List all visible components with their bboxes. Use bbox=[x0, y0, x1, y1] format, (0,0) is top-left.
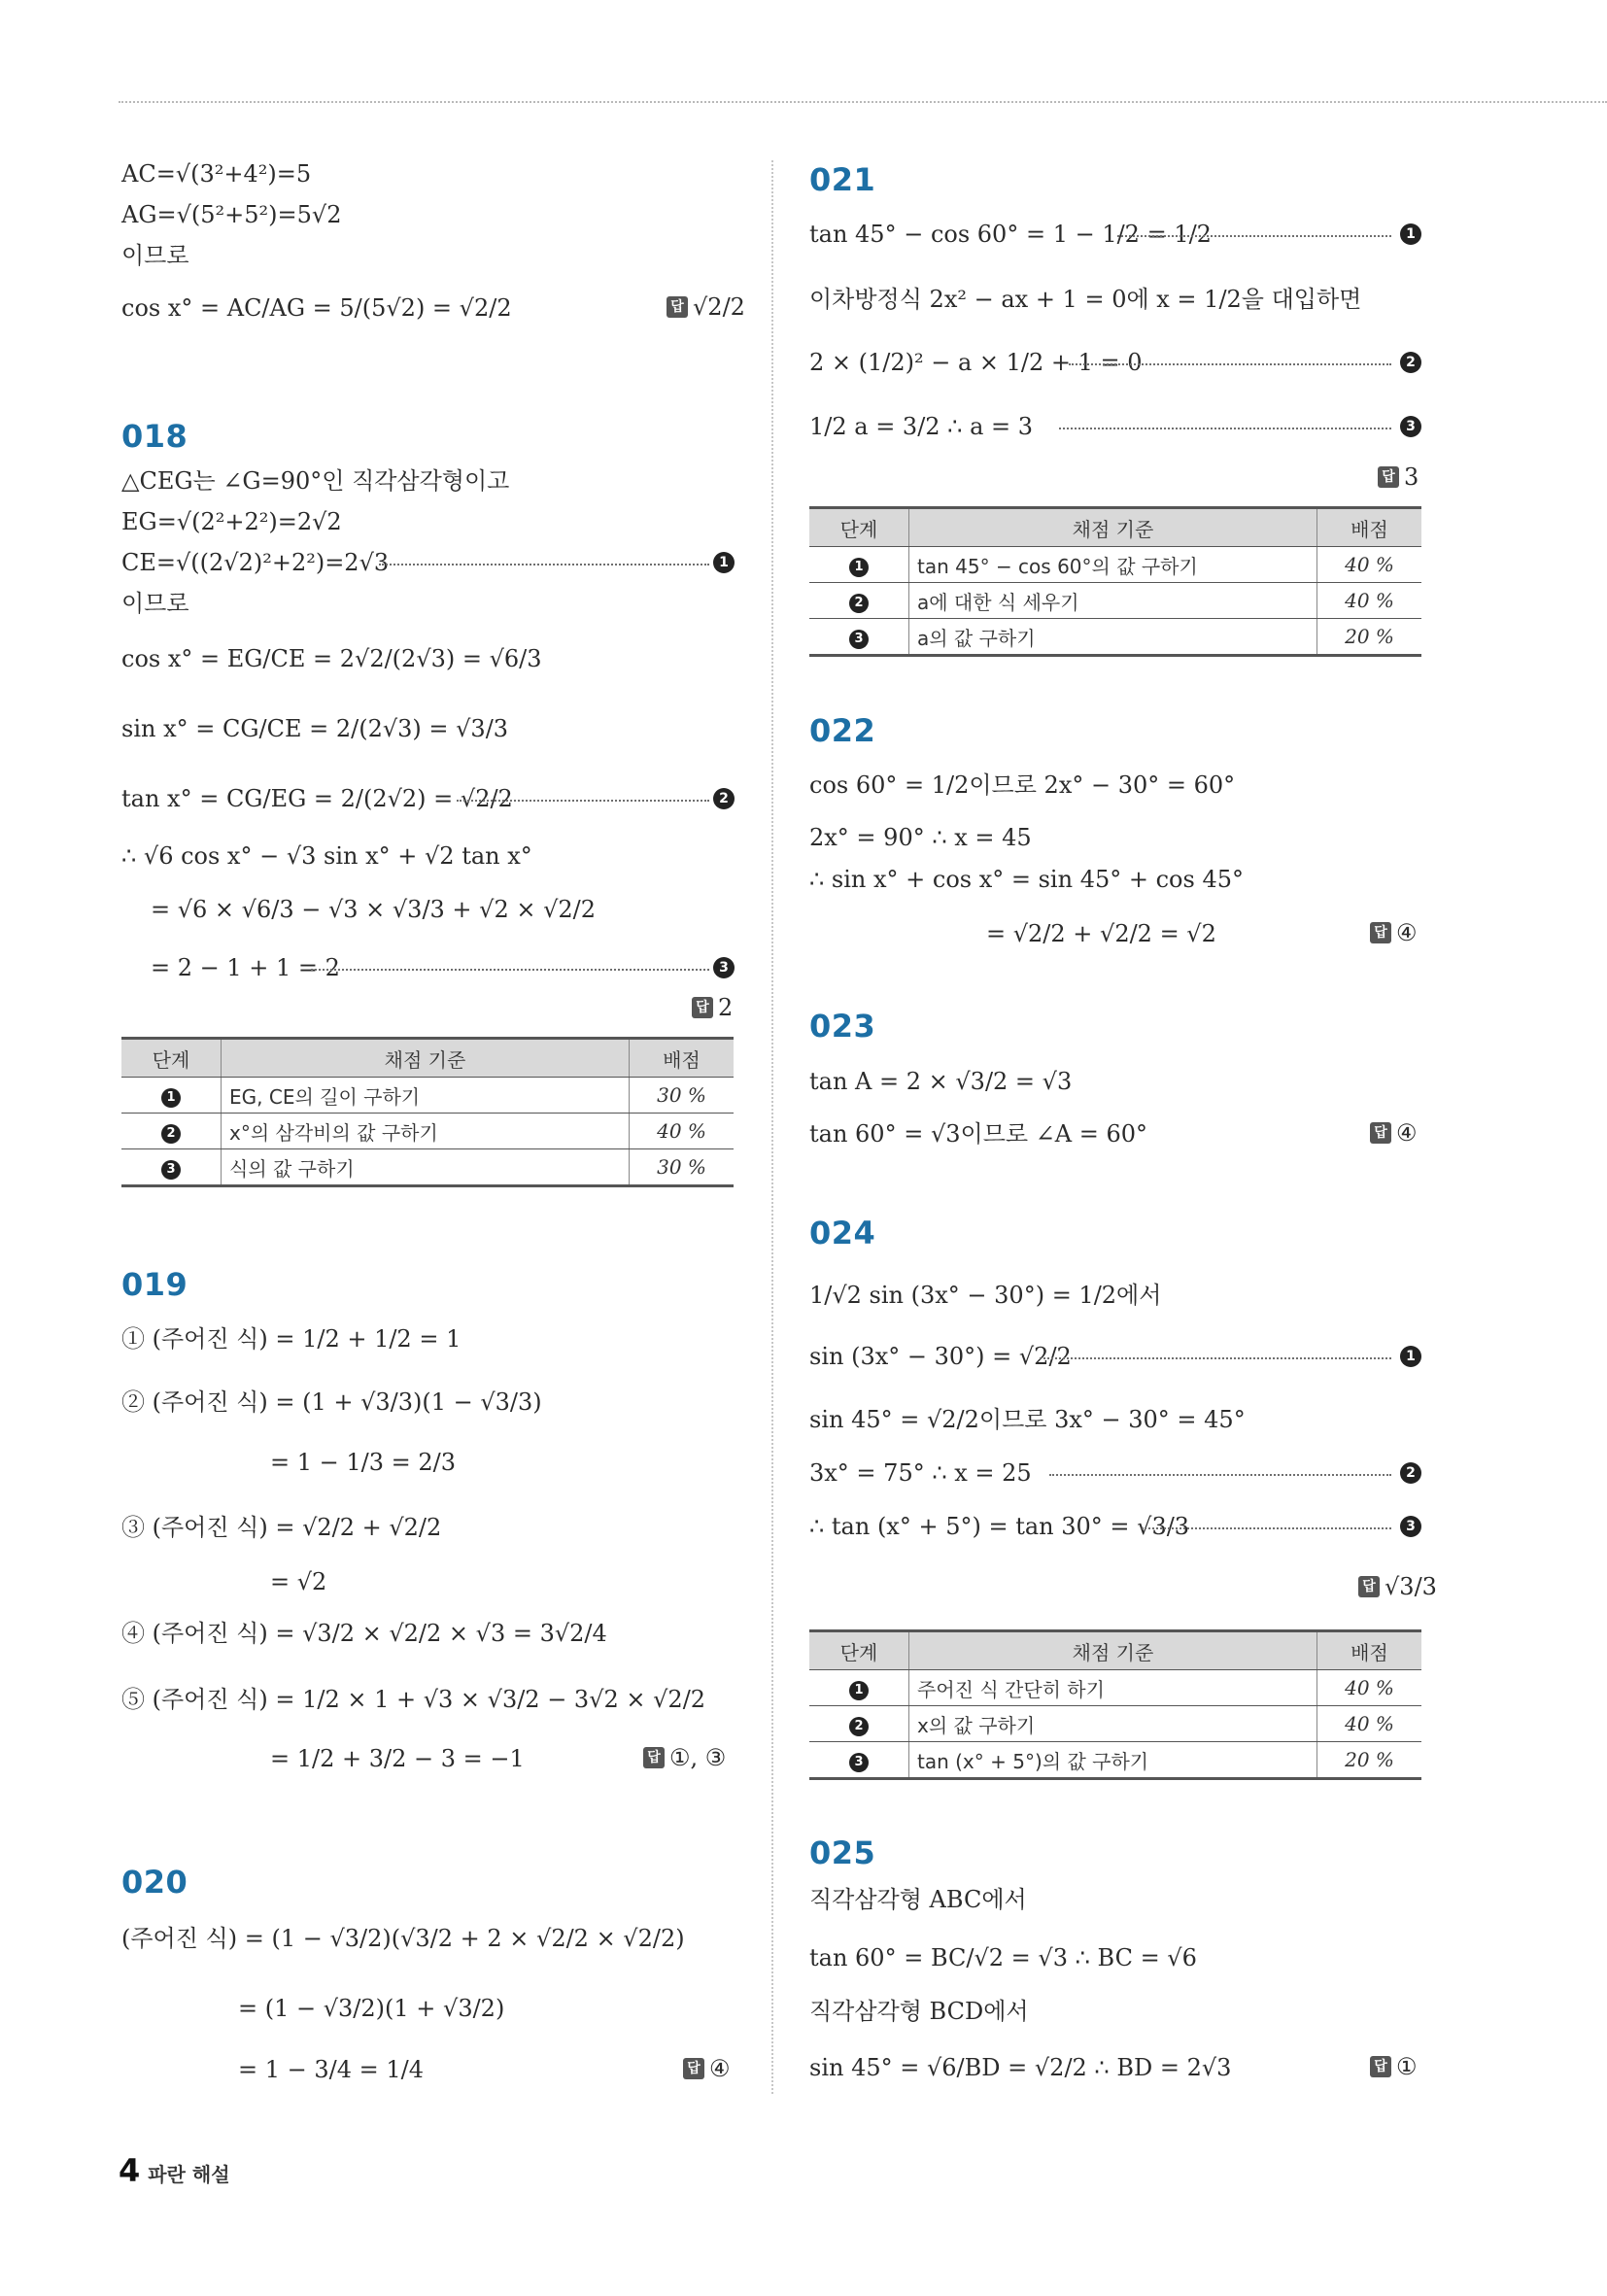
table-cell: 2 bbox=[809, 1706, 909, 1742]
answer-value: ④ bbox=[709, 2055, 731, 2082]
scoring-table bbox=[809, 506, 1421, 657]
table-header: 채점 기준 bbox=[909, 508, 1317, 547]
math-line: cos x° = AC/AG = 5/(5√2) = √2/2 bbox=[121, 294, 512, 322]
math-line: sin 45° = √6/BD = √2/2 ∴ BD = 2√3 bbox=[809, 2054, 1232, 2081]
table-cell: 1 bbox=[809, 547, 909, 583]
table-cell: 30 % bbox=[630, 1078, 735, 1114]
question-number: 025 bbox=[809, 1834, 876, 1871]
math-line: 직각삼각형 ABC에서 bbox=[809, 1886, 1027, 1913]
answer-mark bbox=[643, 1742, 726, 1773]
math-line: sin 45° = √2/2이므로 3x° − 30° = 45° bbox=[809, 1406, 1246, 1433]
math-line: tan x° = CG/EG = 2/(2√2) = √2/2 bbox=[121, 785, 513, 812]
math-line: 2x° = 90° ∴ x = 45 bbox=[809, 824, 1032, 851]
table-header: 단계 bbox=[809, 508, 909, 547]
table-header: 배점 bbox=[1317, 1631, 1422, 1670]
answer-icon: 답 bbox=[643, 1747, 665, 1768]
table-row bbox=[809, 547, 1421, 583]
scoring-table bbox=[809, 1629, 1421, 1780]
step-mark-2: 2 bbox=[713, 788, 735, 809]
math-line: = √2 bbox=[270, 1568, 327, 1595]
answer-mark bbox=[1370, 1117, 1418, 1148]
math-line: = (1 − √3/2)(1 + √3/2) bbox=[238, 1995, 505, 2022]
table-header: 단계 bbox=[809, 1631, 909, 1670]
table-row bbox=[809, 583, 1421, 619]
math-line: AC=√(3²+4²)=5 bbox=[121, 160, 312, 188]
math-line: △CEG는 ∠G=90°인 직각삼각형이고 bbox=[121, 467, 510, 495]
table-cell: x°의 삼각비의 값 구하기 bbox=[222, 1114, 630, 1149]
math-line: 직각삼각형 BCD에서 bbox=[809, 1998, 1029, 2025]
answer-mark bbox=[667, 291, 745, 323]
answer-value: ①, ③ bbox=[669, 1744, 727, 1771]
answer-icon: 답 bbox=[1378, 466, 1399, 488]
table-header: 배점 bbox=[630, 1039, 735, 1078]
leader-line bbox=[379, 564, 709, 565]
step-mark-1: 1 bbox=[713, 552, 735, 573]
leader-line bbox=[1069, 363, 1391, 365]
table-cell: 40 % bbox=[1317, 1706, 1422, 1742]
table-row bbox=[809, 1670, 1421, 1706]
math-line: tan 60° = BC/√2 = √3 ∴ BC = √6 bbox=[809, 1944, 1197, 1971]
table-cell: 2 bbox=[809, 583, 909, 619]
table-row bbox=[809, 1706, 1421, 1742]
leader-line bbox=[311, 969, 709, 971]
table-cell: 주어진 식 간단히 하기 bbox=[909, 1670, 1317, 1706]
step-mark-3: 3 bbox=[1400, 1516, 1421, 1537]
math-line: 이므로 bbox=[121, 590, 189, 617]
leader-line bbox=[1059, 428, 1391, 429]
question-number: 024 bbox=[809, 1215, 876, 1251]
math-line: cos x° = EG/CE = 2√2/(2√3) = √6/3 bbox=[121, 645, 542, 672]
table-cell: EG, CE의 길이 구하기 bbox=[222, 1078, 630, 1114]
answer-value: 2 bbox=[718, 994, 734, 1021]
step-mark-3: 3 bbox=[1400, 416, 1421, 437]
table-cell: 40 % bbox=[1317, 583, 1422, 619]
math-line: = √6 × √6/3 − √3 × √3/3 + √2 × √2/2 bbox=[151, 896, 597, 923]
math-line: tan 60° = √3이므로 ∠A = 60° bbox=[809, 1120, 1148, 1148]
table-header: 채점 기준 bbox=[222, 1039, 630, 1078]
math-line: tan A = 2 × √3/2 = √3 bbox=[809, 1068, 1073, 1095]
answer-value: ④ bbox=[1396, 1119, 1418, 1147]
step-mark-2: 2 bbox=[1400, 352, 1421, 373]
math-line: ∴ sin x° + cos x° = sin 45° + cos 45° bbox=[809, 866, 1244, 893]
math-line: ② (주어진 식) = (1 + √3/3)(1 − √3/3) bbox=[121, 1388, 542, 1416]
answer-icon: 답 bbox=[1370, 2056, 1391, 2077]
answer-mark bbox=[1378, 462, 1419, 493]
answer-mark bbox=[1358, 1571, 1437, 1602]
column-divider bbox=[771, 160, 773, 2094]
answer-icon: 답 bbox=[683, 2058, 704, 2079]
question-number: 021 bbox=[809, 161, 876, 198]
table-header: 단계 bbox=[121, 1039, 222, 1078]
table-cell: 1 bbox=[809, 1670, 909, 1706]
answer-value: 3 bbox=[1404, 463, 1419, 491]
math-line: 이차방정식 2x² − ax + 1 = 0에 x = 1/2을 대입하면 bbox=[809, 286, 1362, 313]
table-header: 배점 bbox=[1317, 508, 1422, 547]
table-header: 채점 기준 bbox=[909, 1631, 1317, 1670]
answer-value: ④ bbox=[1396, 919, 1418, 946]
step-mark-1: 1 bbox=[1400, 223, 1421, 245]
question-number: 022 bbox=[809, 712, 876, 749]
leader-line bbox=[457, 800, 709, 802]
math-line: ① (주어진 식) = 1/2 + 1/2 = 1 bbox=[121, 1325, 462, 1353]
leader-line bbox=[1117, 235, 1391, 237]
question-number: 020 bbox=[121, 1864, 188, 1901]
table-cell: a에 대한 식 세우기 bbox=[909, 583, 1317, 619]
answer-icon: 답 bbox=[1358, 1576, 1380, 1597]
table-cell: tan 45° − cos 60°의 값 구하기 bbox=[909, 547, 1317, 583]
math-line: sin (3x° − 30°) = √2/2 bbox=[809, 1343, 1072, 1370]
math-line: ⑤ (주어진 식) = 1/2 × 1 + √3 × √3/2 − 3√2 × √2/2 bbox=[121, 1686, 706, 1713]
answer-icon: 답 bbox=[1370, 922, 1391, 943]
math-line: tan 45° − cos 60° = 1 − 1/2 = 1/2 bbox=[809, 221, 1212, 248]
top-rule bbox=[119, 101, 1607, 103]
table-row bbox=[121, 1078, 734, 1114]
answer-mark bbox=[683, 2053, 731, 2084]
math-line: = 1/2 + 3/2 − 3 = −1 bbox=[270, 1745, 525, 1772]
leader-line bbox=[1142, 1527, 1391, 1529]
answer-icon: 답 bbox=[692, 997, 713, 1018]
page-number: 4 bbox=[119, 2152, 141, 2189]
answer-value: ① bbox=[1396, 2053, 1418, 2080]
answer-value: √2/2 bbox=[693, 293, 745, 321]
page-footer bbox=[119, 2152, 230, 2189]
table-cell: 20 % bbox=[1317, 619, 1422, 656]
math-line: = 1 − 1/3 = 2/3 bbox=[270, 1449, 456, 1476]
table-cell: 20 % bbox=[1317, 1742, 1422, 1779]
table-row bbox=[809, 619, 1421, 656]
math-line: ④ (주어진 식) = √3/2 × √2/2 × √3 = 3√2/4 bbox=[121, 1620, 607, 1647]
math-line: 1/√2 sin (3x° − 30°) = 1/2에서 bbox=[809, 1282, 1162, 1309]
math-line: CE=√((2√2)²+2²)=2√3 bbox=[121, 549, 390, 576]
answer-icon: 답 bbox=[1370, 1122, 1391, 1144]
table-cell: 40 % bbox=[630, 1114, 735, 1149]
math-line: 2 × (1/2)² − a × 1/2 + 1 = 0 bbox=[809, 349, 1143, 376]
table-cell: 3 bbox=[121, 1149, 222, 1186]
table-cell: 3 bbox=[809, 1742, 909, 1779]
step-mark-3: 3 bbox=[713, 957, 735, 978]
scoring-table bbox=[121, 1037, 734, 1187]
math-line: = 2 − 1 + 1 = 2 bbox=[151, 954, 340, 981]
table-row bbox=[121, 1149, 734, 1186]
math-line: = 1 − 3/4 = 1/4 bbox=[238, 2056, 424, 2083]
math-line: cos 60° = 1/2이므로 2x° − 30° = 60° bbox=[809, 771, 1236, 799]
question-number: 019 bbox=[121, 1266, 188, 1303]
math-line: = √2/2 + √2/2 = √2 bbox=[986, 920, 1216, 947]
table-cell: 3 bbox=[809, 619, 909, 656]
answer-mark bbox=[692, 992, 733, 1023]
leader-line bbox=[1049, 1474, 1391, 1476]
page-label: 파란 해설 bbox=[148, 2163, 230, 2186]
table-row bbox=[809, 1742, 1421, 1779]
table-cell: 1 bbox=[121, 1078, 222, 1114]
table-cell: 식의 값 구하기 bbox=[222, 1149, 630, 1186]
table-cell: 30 % bbox=[630, 1149, 735, 1186]
answer-value: √3/3 bbox=[1385, 1573, 1437, 1600]
math-line: EG=√(2²+2²)=2√2 bbox=[121, 508, 342, 535]
math-line: ∴ tan (x° + 5°) = tan 30° = √3/3 bbox=[809, 1513, 1190, 1540]
math-line: ③ (주어진 식) = √2/2 + √2/2 bbox=[121, 1514, 442, 1541]
table-cell: a의 값 구하기 bbox=[909, 619, 1317, 656]
step-mark-1: 1 bbox=[1400, 1346, 1421, 1367]
table-cell: x의 값 구하기 bbox=[909, 1706, 1317, 1742]
math-line: AG=√(5²+5²)=5√2 bbox=[121, 201, 342, 228]
table-cell: tan (x° + 5°)의 값 구하기 bbox=[909, 1742, 1317, 1779]
math-line: 이므로 bbox=[121, 242, 189, 269]
answer-icon: 답 bbox=[667, 296, 688, 318]
table-row bbox=[121, 1114, 734, 1149]
math-line: (주어진 식) = (1 − √3/2)(√3/2 + 2 × √2/2 × √2/2) bbox=[121, 1925, 685, 1952]
step-mark-2: 2 bbox=[1400, 1462, 1421, 1484]
math-line: 1/2 a = 3/2 ∴ a = 3 bbox=[809, 413, 1034, 440]
question-number: 023 bbox=[809, 1008, 876, 1045]
table-cell: 40 % bbox=[1317, 1670, 1422, 1706]
math-line: 3x° = 75° ∴ x = 25 bbox=[809, 1459, 1032, 1487]
math-line: sin x° = CG/CE = 2/(2√3) = √3/3 bbox=[121, 715, 509, 742]
question-number: 018 bbox=[121, 418, 188, 455]
table-cell: 40 % bbox=[1317, 547, 1422, 583]
math-line: ∴ √6 cos x° − √3 sin x° + √2 tan x° bbox=[121, 842, 532, 870]
answer-mark bbox=[1370, 2051, 1418, 2082]
table-cell: 2 bbox=[121, 1114, 222, 1149]
leader-line bbox=[1040, 1357, 1391, 1359]
answer-mark bbox=[1370, 917, 1418, 948]
